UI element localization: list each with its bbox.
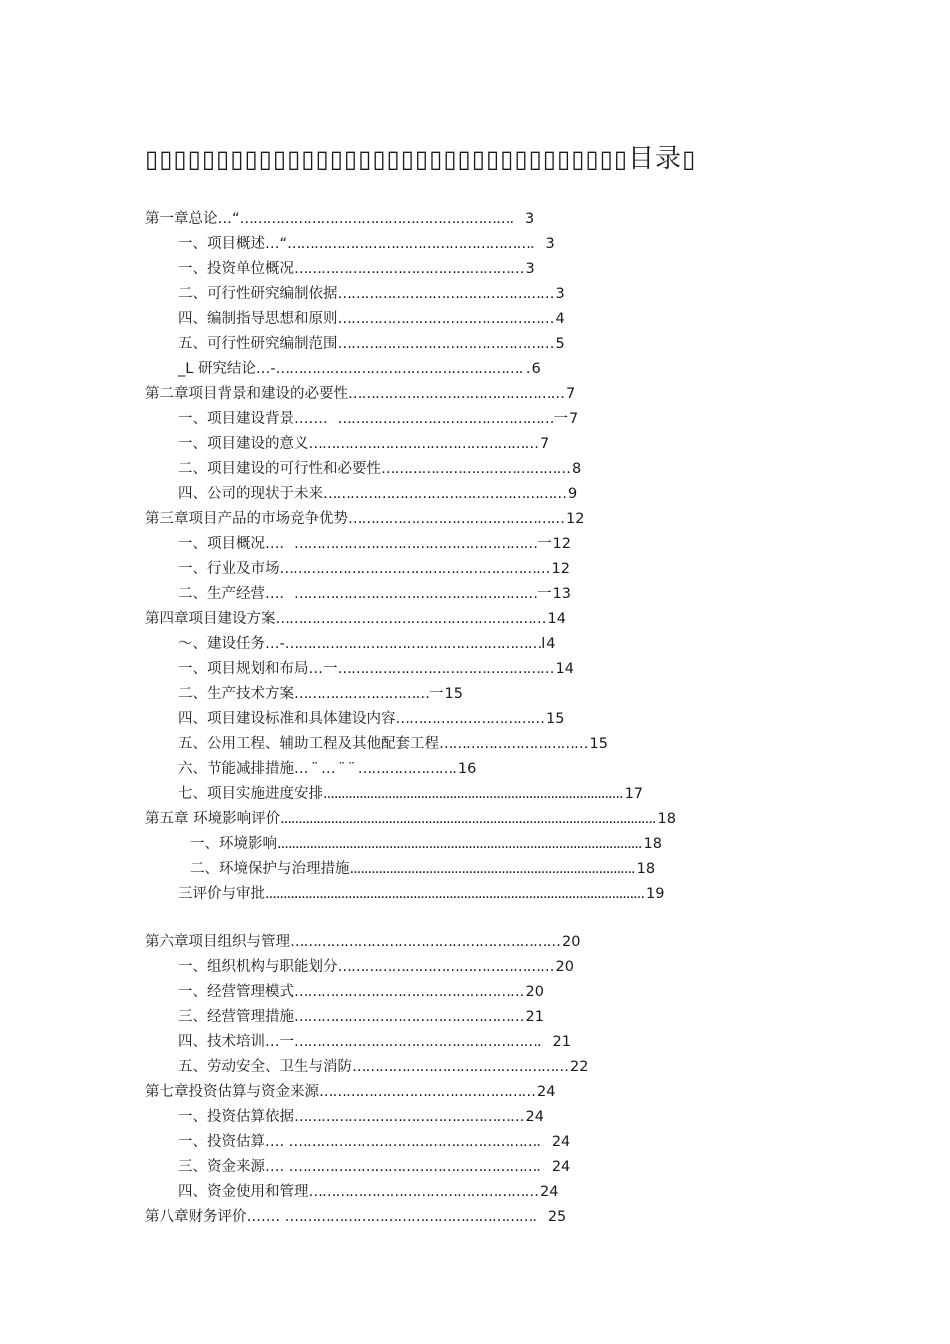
toc-entry-title: 一、行业及市场 (178, 561, 280, 577)
toc-entry[interactable] (178, 260, 535, 278)
toc-entry[interactable] (178, 460, 581, 478)
toc-entry-title: 四、项目建设标准和具体建设内容 (178, 711, 396, 727)
toc-entry-leader: …………………………………… (381, 461, 570, 477)
toc-entry-page-number: 7 (569, 411, 579, 427)
toc-entry-page-number: 15 (444, 686, 463, 702)
toc-entry-title: 第八章财务评价……. . (145, 1209, 290, 1225)
toc-entry-leader: ................................................................................... (323, 786, 623, 802)
toc-entry-leader: …………………………………………… (294, 1109, 524, 1125)
toc-entry[interactable] (145, 210, 534, 228)
toc-entry-page-number: 14 (555, 661, 574, 677)
toc-entry-page-number: 3 (545, 236, 555, 252)
toc-entry[interactable] (178, 1183, 558, 1201)
toc-entry-title: 二、生产技术方案 (178, 686, 294, 702)
toc-entry[interactable] (178, 360, 541, 378)
toc-entry-title: 五、公用工程、辅助工程及其他配套工程 (178, 736, 439, 752)
toc-entry-page-number: 3 (525, 261, 535, 277)
toc-entry-leader: … ¨ … ¨ ¨ …………………. (294, 761, 456, 777)
toc-entry-page-number: 16 (457, 761, 477, 777)
toc-entry[interactable] (178, 660, 574, 678)
toc-entry-page-number: 24 (537, 1084, 556, 1100)
toc-entry-page-number: 6 (531, 361, 541, 377)
toc-entry-leader: ………………………………………………． (293, 1134, 550, 1150)
title-tail-box: ▯ (682, 145, 697, 173)
toc-entry-page-number: 8 (572, 461, 582, 477)
toc-entry[interactable] (178, 285, 565, 303)
toc-entry-title: 二、项目建设的可行性和必要性 (178, 461, 381, 477)
toc-entry[interactable] (145, 933, 580, 951)
toc-entry-leader: ……………………………………………… (323, 486, 566, 502)
toc-entry-page-number: 21 (525, 1009, 544, 1025)
toc-entry[interactable] (178, 785, 643, 803)
toc-entry[interactable] (178, 310, 565, 328)
toc-entry-title: 一、投资估算…. . (178, 1134, 294, 1150)
toc-entry[interactable] (145, 510, 584, 528)
toc-entry-leader: ......................................................................................................... (265, 886, 644, 902)
toc-entry-page-number: 24 (540, 1184, 559, 1200)
toc-entry-page-number: 4 (546, 636, 556, 652)
toc-entry-title: 第六章项目组织与管理 (145, 934, 290, 950)
toc-entry[interactable] (178, 1058, 588, 1076)
toc-entry-leader: ………………………………………………． (287, 236, 544, 252)
toc-entry-leader: …………………………………………………… (275, 611, 546, 627)
toc-entry-page-number: 22 (570, 1059, 589, 1075)
toc-entry-title: 一、组织机构与职能划分 (178, 959, 338, 975)
toc-entry-leader: …………………………… (395, 711, 544, 727)
toc-entry-page-number: 15 (546, 711, 565, 727)
toc-entry[interactable] (178, 1133, 570, 1151)
toc-entry[interactable] (190, 835, 662, 853)
toc-entry-leader: …………………………………………一 (337, 411, 567, 427)
toc-entry[interactable] (178, 1033, 571, 1051)
toc-entry-page-number: 18 (657, 811, 676, 827)
toc-entry-title: 二、环境保护与治理措施 (190, 861, 350, 877)
toc-entry-title: ～、建设任务…- (178, 636, 285, 652)
toc-entry-page-number: 20 (525, 984, 544, 1000)
toc-entry-title: 一、投资估算依据 (178, 1109, 294, 1125)
toc-entry-title: 四、技术培训…一 (178, 1034, 294, 1050)
toc-entry-leader: ………………………………………… (348, 511, 564, 527)
toc-entry[interactable] (178, 685, 463, 703)
toc-entry-leader: …………………………………………………l (284, 636, 545, 652)
toc-entry-page-number: 3 (555, 286, 565, 302)
toc-entry-page-number: 18 (636, 861, 656, 877)
toc-entry[interactable] (178, 710, 564, 728)
toc-entry-leader: ………………………………………… (348, 386, 564, 402)
toc-entry[interactable] (178, 435, 549, 453)
toc-entry-leader: ………………………………………… (337, 311, 554, 327)
toc-entry-page-number: 17 (624, 786, 644, 802)
toc-entry-title: 四、编制指导思想和原则 (178, 311, 338, 327)
toc-entry-title: 一、项目建设背景……． (178, 411, 338, 427)
toc-entry-title: 六、节能减排措施 (178, 761, 294, 777)
toc-entry-page-number: 12 (551, 561, 570, 577)
toc-entry[interactable] (178, 535, 571, 553)
toc-entry-leader: ………………………………………………一 (294, 536, 551, 552)
toc-entry-title: 一、项目概述…“ (178, 236, 288, 252)
toc-entry[interactable] (178, 585, 571, 603)
toc-entry[interactable] (178, 958, 574, 976)
toc-entry[interactable] (178, 1008, 544, 1026)
toc-entry-title: 一、项目规划和布局…一 (178, 661, 338, 677)
toc-entry-page-number: 25 (547, 1209, 567, 1225)
toc-entry-leader: ..................................................................................................... (277, 836, 642, 852)
toc-entry[interactable] (145, 1208, 566, 1226)
toc-entry-page-number: 24 (551, 1134, 571, 1150)
toc-entry[interactable] (178, 235, 555, 253)
toc-entry-title: 四、资金使用和管理 (178, 1184, 309, 1200)
toc-entry-leader: …………………………………………… (294, 984, 524, 1000)
toc-entry-page-number: 21 (552, 1034, 571, 1050)
toc-entry-page-number: 15 (589, 736, 608, 752)
toc-entry-page-number: 13 (552, 586, 571, 602)
toc-entry-title: 一、环境影响 (190, 836, 277, 852)
toc-entry-leader: ………………………………………………． (294, 1034, 551, 1050)
toc-entry[interactable] (178, 560, 570, 578)
toc-entry-page-number: 4 (555, 311, 565, 327)
toc-entry[interactable] (145, 1083, 555, 1101)
toc-entry-leader: ……………………………………………………． (239, 211, 524, 227)
toc-entry-title: 第四章项目建设方案 (145, 611, 276, 627)
toc-entry-page-number: 3 (525, 211, 535, 227)
toc-entry-leader: ………………………………………………． (289, 1209, 546, 1225)
toc-entry-leader: …………………………… (439, 736, 588, 752)
toc-entry-title: 第三章项目产品的市场竞争优势 (145, 511, 348, 527)
toc-entry-title: 三、经营管理措施 (178, 1009, 294, 1025)
toc-entry-title: 第五章 环境影响评价 (145, 811, 281, 827)
toc-entry-title: 第七章投资估算与资金来源 (145, 1084, 319, 1100)
toc-entry-page-number: 19 (645, 886, 665, 902)
toc-entry-leader: …………………………………………… (308, 436, 538, 452)
toc-entry-leader: ………………………………………… (337, 286, 554, 302)
toc-entry-page-number: 9 (568, 486, 578, 502)
toc-entry[interactable] (190, 860, 655, 878)
toc-entry-leader: ………………………………………………一 (294, 586, 551, 602)
toc-entry[interactable] (178, 1158, 570, 1176)
toc-entry-title: 一、项目建设的意义 (178, 436, 309, 452)
toc-entry-title: 第一章总论…“ (145, 211, 240, 227)
toc-entry[interactable] (145, 810, 676, 828)
toc-entry-title: 五、劳动安全、卫生与消防 (178, 1059, 352, 1075)
toc-entry[interactable] (178, 485, 577, 503)
toc-entry-leader: …………………………………………… (308, 1184, 538, 1200)
toc-entry-page-number: 14 (547, 611, 566, 627)
toc-entry-leader: ………………………………………… (319, 1084, 535, 1100)
toc-entry-page-number: 20 (562, 934, 581, 950)
toc-entry-leader: ………………………………………………. . (275, 361, 530, 377)
toc-entry[interactable] (178, 635, 556, 653)
toc-entry-leader: ............................................................................... (349, 861, 635, 877)
toc-entry-leader: …………………………………………… (294, 261, 524, 277)
toc-entry[interactable] (178, 410, 578, 428)
title-placeholder-boxes: ▯▯▯▯▯▯▯▯▯▯▯▯▯▯▯▯▯▯▯▯▯▯▯▯▯▯▯▯▯▯▯▯▯▯ (145, 145, 629, 173)
toc-entry-page-number: 12 (552, 536, 571, 552)
toc-entry-title: 一、经营管理模式 (178, 984, 294, 1000)
toc-entry-leader: ………………………………………… (337, 661, 554, 677)
toc-entry-title: 七、项目实施进度安排 (178, 786, 323, 802)
toc-entry-leader: …………………………………………… (294, 1009, 524, 1025)
toc-entry[interactable] (145, 610, 566, 628)
toc-entry[interactable] (178, 735, 608, 753)
toc-entry-leader: ........................................................................................................ (280, 811, 656, 827)
toc-entry[interactable] (178, 335, 565, 353)
toc-entry-leader: ………………………………………… (352, 1059, 568, 1075)
toc-entry-title: 一、项目概况…． (178, 536, 294, 552)
toc-entry-leader: …………………………………………………… (290, 934, 560, 950)
toc-entry-leader: ………………………………………… (337, 959, 554, 975)
toc-entry-title: 二、可行性研究编制依据 (178, 286, 338, 302)
toc-entry[interactable] (178, 885, 664, 903)
toc-entry-page-number: 24 (525, 1109, 544, 1125)
toc-entry-page-number: 20 (555, 959, 574, 975)
toc-entry-page-number: 12 (566, 511, 585, 527)
toc-entry-title: 二、生产经营…． (178, 586, 294, 602)
toc-entry-page-number: 7 (540, 436, 550, 452)
toc-entry-leader: ………………………………………… (337, 336, 554, 352)
toc-entry-leader: …………………………………………………… (279, 561, 550, 577)
toc-entry-page-number: 5 (555, 336, 565, 352)
toc-entry-title: 一、投资单位概况 (178, 261, 294, 277)
toc-entry-title: _L 研究结论…- (178, 361, 276, 377)
toc-entry[interactable] (145, 385, 575, 403)
toc-entry-leader: ………………………………………………． (293, 1159, 550, 1175)
toc-entry-title: 四、公司的现状于未来 (178, 486, 323, 502)
toc-entry-title: 三、资金来源…. . (178, 1159, 294, 1175)
toc-entry[interactable] (178, 760, 476, 778)
toc-entry-page-number: 18 (643, 836, 662, 852)
toc-entry-title: 五、可行性研究编制范围 (178, 336, 338, 352)
toc-entry-page-number: 7 (566, 386, 576, 402)
title-text: 目录 (628, 144, 683, 174)
toc-entry-leader: …………………………一 (294, 686, 443, 702)
toc-entry[interactable] (178, 983, 544, 1001)
toc-entry-title: 三评价与审批 (178, 886, 265, 902)
toc-entry-title: 第二章项目背景和建设的必要性 (145, 386, 348, 402)
toc-entry[interactable] (178, 1108, 544, 1126)
toc-entry-page-number: 24 (551, 1159, 571, 1175)
